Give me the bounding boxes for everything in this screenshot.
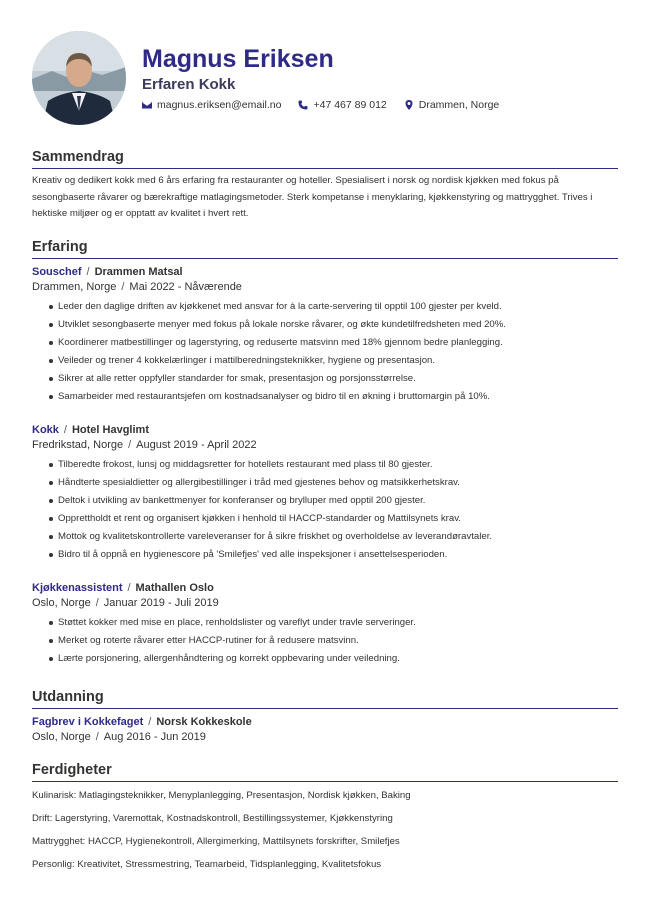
list-item: Tilberedte frokost, lunsj og middagsretter for hotellets restaurant med plass til 80 gjester. xyxy=(49,456,618,474)
section-title: Ferdigheter xyxy=(32,761,618,782)
job-heading xyxy=(32,581,618,596)
section-title: Utdanning xyxy=(32,688,618,709)
job-meta xyxy=(32,280,618,295)
envelope-icon xyxy=(142,100,152,110)
job-position: Kokk xyxy=(32,423,59,436)
location-text: Drammen, Norge xyxy=(418,99,500,111)
skills-line: Drift: Lagerstyring, Varemottak, Kostnadskontroll, Bestillingssystemer, Kjøkkenstyring xyxy=(32,812,393,824)
contact-phone[interactable] xyxy=(298,99,386,111)
contact-location xyxy=(404,99,500,111)
phone-text: +47 467 89 012 xyxy=(313,99,387,111)
separator: / xyxy=(86,265,90,278)
education-school: Norsk Kokkeskole xyxy=(156,715,252,728)
list-item: Utviklet sesongbaserte menyer med fokus på lokale norske råvarer, og økte kundetilfredsheten med 20%. xyxy=(49,316,618,334)
job-company: Mathallen Oslo xyxy=(135,581,214,594)
job-meta xyxy=(32,596,618,611)
list-item: Koordinerer matbestillinger og lagerstyring, og reduserte matsvinn med 18% gjennom bedre planlegging. xyxy=(49,334,618,352)
resume-header xyxy=(32,0,618,126)
skills-line: Mattrygghet: HACCP, Hygienekontroll, Allergimerking, Mattilsynets forskrifter, Smilefjes xyxy=(32,835,400,847)
contact-info xyxy=(142,99,516,111)
job-company: Hotel Havglimt xyxy=(71,423,149,436)
list-item: Lærte porsjonering, allergenhåndtering og korrekt oppbevaring under veiledning. xyxy=(49,650,618,668)
job-entry xyxy=(32,265,618,406)
separator: / xyxy=(121,280,125,293)
separator: / xyxy=(148,715,152,728)
job-heading xyxy=(32,423,618,438)
separator: / xyxy=(63,423,67,436)
job-position: Souschef xyxy=(32,265,82,278)
job-company: Drammen Matsal xyxy=(94,265,183,278)
skills-list xyxy=(32,784,618,876)
job-period: August 2019 - April 2022 xyxy=(136,438,257,451)
profile-photo xyxy=(32,31,126,125)
summary-section xyxy=(32,148,618,223)
section-title: Erfaring xyxy=(32,238,618,259)
education-entry xyxy=(32,715,618,745)
map-pin-icon xyxy=(404,100,414,110)
job-entry xyxy=(32,581,618,668)
list-item: Sikrer at alle retter oppfyller standarder for smak, presentasjon og porsjonsstørrelse. xyxy=(49,370,618,388)
job-position: Kjøkkenassistent xyxy=(32,581,123,594)
list-item: Samarbeider med restaurantsjefen om kostnadsanalyser og bidro til en økning i bruttomargin på 10%. xyxy=(49,388,618,406)
list-item: Merket og roterte råvarer etter HACCP-rutiner for å redusere matsvinn. xyxy=(49,632,618,650)
experience-section xyxy=(32,238,618,668)
education-location: Oslo, Norge xyxy=(32,730,91,743)
candidate-title: Erfaren Kokk xyxy=(142,76,236,93)
job-location: Drammen, Norge xyxy=(32,280,117,293)
job-period: Mai 2022 - Nåværende xyxy=(129,280,242,293)
job-period: Januar 2019 - Juli 2019 xyxy=(103,596,219,609)
job-bullets xyxy=(32,614,618,668)
education-period: Aug 2016 - Jun 2019 xyxy=(103,730,206,743)
list-item: Bidro til å oppnå en hygienescore på 'Smilefjes' ved alle inspeksjoner i ansettelsesperioden. xyxy=(49,546,618,564)
job-bullets xyxy=(32,298,618,406)
job-meta xyxy=(32,438,618,453)
separator: / xyxy=(128,438,132,451)
skills-line: Kulinarisk: Matlagingsteknikker, Menyplanlegging, Presentasjon, Nordisk kjøkken, Baking xyxy=(32,789,411,801)
contact-email[interactable] xyxy=(142,99,281,111)
candidate-name: Magnus Eriksen xyxy=(142,45,334,73)
education-heading xyxy=(32,715,618,730)
summary-text: Kreativ og dedikert kokk med 6 års erfaring fra restauranter og hoteller. Spesialisert i norsk og nordisk kjøkken med fokus på sesongbaserte råvarer og bærekraftige matlagingsmetoder. Sterk kompetanse i menyklaring, kjøkkenstyring og mattrygghet. Trives i hektiske miljøer og er opptatt av kvalitet i hvert rett. xyxy=(32,175,593,219)
skills-section xyxy=(32,761,618,876)
skills-line: Personlig: Kreativitet, Stressmestring, Teamarbeid, Tidsplanlegging, Kvalitetsfokus xyxy=(32,858,382,870)
separator: / xyxy=(95,596,99,609)
job-bullets xyxy=(32,456,618,564)
education-section xyxy=(32,688,618,745)
job-location: Oslo, Norge xyxy=(32,596,91,609)
list-item: Opprettholdt et rent og organisert kjøkken i henhold til HACCP-standarder og Mattilsynets krav. xyxy=(49,510,618,528)
section-title: Sammendrag xyxy=(32,148,618,169)
list-item: Veileder og trener 4 kokkelærlinger i mattilberedningsteknikker, hygiene og presentasjon. xyxy=(49,352,618,370)
job-location: Fredrikstad, Norge xyxy=(32,438,124,451)
email-text: magnus.eriksen@email.no xyxy=(157,99,282,111)
list-item: Deltok i utvikling av bankettmenyer for konferanser og brylluper med opptil 200 gjester. xyxy=(49,492,618,510)
education-degree: Fagbrev i Kokkefaget xyxy=(32,715,144,728)
phone-icon xyxy=(298,100,308,110)
education-meta xyxy=(32,730,618,745)
list-item: Mottok og kvalitetskontrollerte vareleveranser for å sikre friskhet og overholdelse av leverandøravtaler. xyxy=(49,528,618,546)
portrait-image xyxy=(32,31,126,125)
separator: / xyxy=(127,581,131,594)
list-item: Håndterte spesialdietter og allergibestillinger i tråd med gjestenes behov og matsikkerhetskrav. xyxy=(49,474,618,492)
list-item: Leder den daglige driften av kjøkkenet med ansvar for à la carte-servering til opptil 100 gjester per kveld. xyxy=(49,298,618,316)
separator: / xyxy=(95,730,99,743)
list-item: Støttet kokker med mise en place, renholdslister og vareflyt under travle serveringer. xyxy=(49,614,618,632)
job-heading xyxy=(32,265,618,280)
job-entry xyxy=(32,423,618,564)
